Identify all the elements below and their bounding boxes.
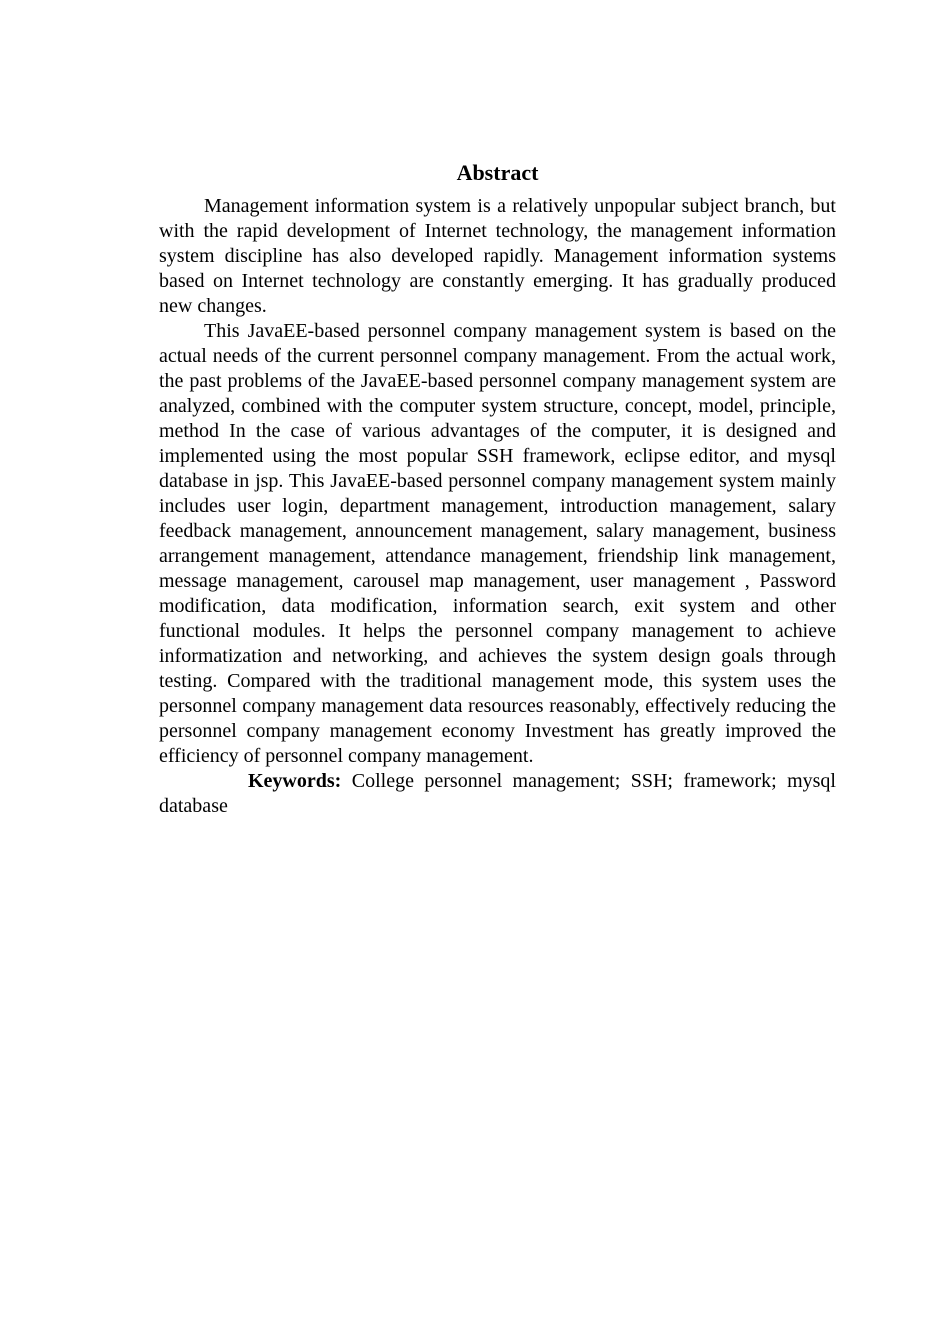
keywords-label: Keywords: <box>248 770 342 792</box>
keywords-text: College personnel management; SSH; framework; mysql database <box>159 770 836 817</box>
abstract-paragraph-2: This JavaEE-based personnel company management system is based on the actual needs of the current personnel company management. From the actual work, the past problems of the JavaEE-based personnel company management system are analyzed, combined with the computer system structure, concept, model, principle, method In the case of various advantages of the computer, it is designed and implemented using the most popular SSH framework, eclipse editor, and mysql database in jsp. This JavaEE-based personnel company management system mainly includes user login, department management, introduction management, salary feedback management, announcement management, salary management, business arrangement management, attendance management, friendship link management, message management, carousel map management, user management , Password modification, data modification, information search, exit system and other functional modules. It helps the personnel company management to achieve informatization and networking, and achieves the system design goals through testing. Compared with the traditional management mode, this system uses the personnel company management data resources reasonably, effectively reducing the personnel company management economy Investment has greatly improved the efficiency of personnel company management. <box>159 320 836 767</box>
keywords-line <box>159 769 836 819</box>
abstract-paragraph-1: Management information system is a relatively unpopular subject branch, but with the rapid development of Internet technology, the management information system discipline has also developed rapidly. Management information systems based on Internet technology are constantly emerging. It has gradually produced new changes. <box>159 195 836 317</box>
abstract-section <box>159 156 836 819</box>
abstract-title: Abstract <box>456 160 539 185</box>
